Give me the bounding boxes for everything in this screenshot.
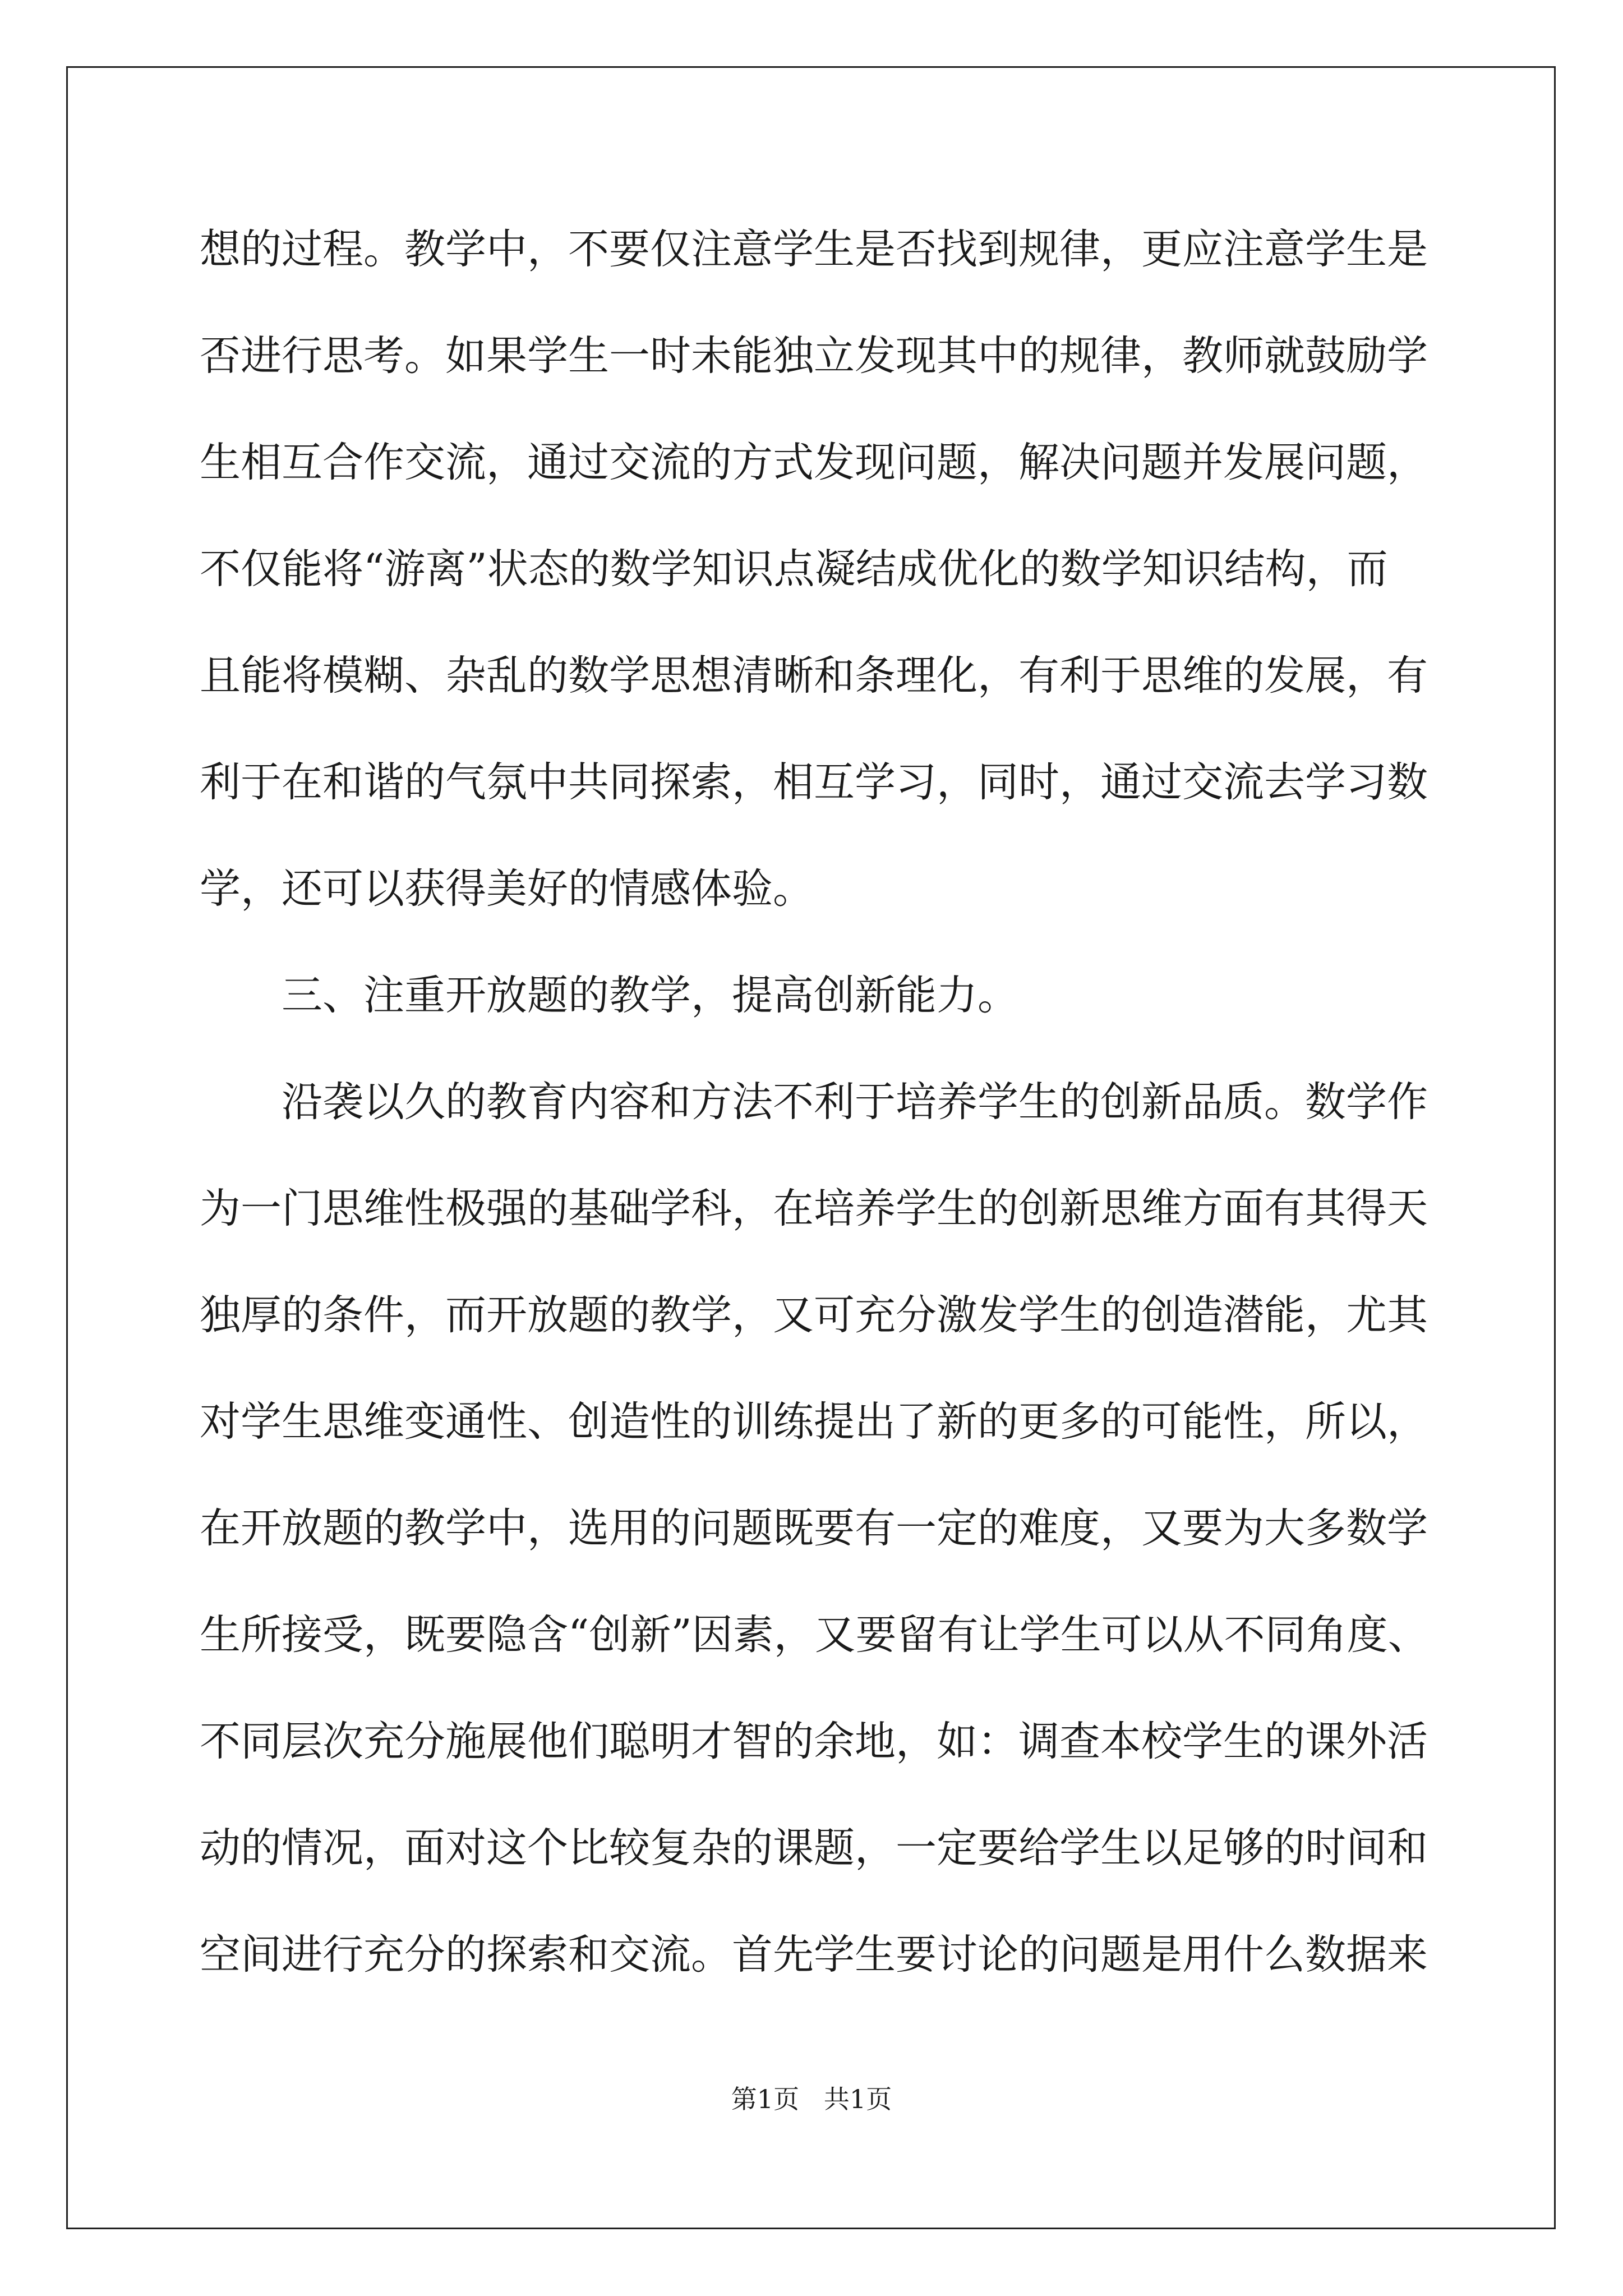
text-line: 动的情况，面对这个比较复杂的课题，一定要给学生以足够的时间和	[200, 1824, 1428, 1872]
text-line: 三、注重开放题的教学，提高创新能力。	[282, 972, 1018, 1019]
text-line: 想的过程。教学中，不要仅注意学生是否找到规律，更应注意学生是	[200, 226, 1428, 273]
document-body	[200, 219, 1433, 2031]
text-line: 独厚的条件，而开放题的教学，又可充分激发学生的创造潜能，尤其	[200, 1291, 1428, 1339]
text-line: 生所接受，既要隐含“创新”因素，又要留有让学生可以从不同角度、	[200, 1611, 1429, 1659]
text-line: 学，还可以获得美好的情感体验。	[200, 865, 814, 913]
text-line: 为一门思维性极强的基础学科，在培养学生的创新思维方面有其得天	[200, 1185, 1428, 1232]
text-line: 利于在和谐的气氛中共同探索，相互学习，同时，通过交流去学习数	[200, 758, 1428, 806]
text-line: 空间进行充分的探索和交流。首先学生要讨论的问题是用什么数据来	[200, 1931, 1428, 1978]
text-line: 且能将模糊、杂乱的数学思想清晰和条理化，有利于思维的发展，有	[200, 652, 1428, 700]
text-line: 生相互合作交流，通过交流的方式发现问题，解决问题并发展问题，	[200, 439, 1428, 486]
page-footer: 第1页 共1页	[731, 2084, 892, 2114]
text-line: 对学生思维变通性、创造性的训练提出了新的更多的可能性，所以，	[200, 1398, 1428, 1446]
text-line: 不仅能将“游离”状态的数学知识点凝结成优化的数学知识结构，而	[200, 545, 1388, 593]
text-line: 否进行思考。如果学生一时未能独立发现其中的规律，教师就鼓励学	[200, 332, 1428, 380]
text-line: 在开放题的教学中，选用的问题既要有一定的难度，又要为大多数学	[200, 1504, 1428, 1552]
text-line: 沿袭以久的教育内容和方法不利于培养学生的创新品质。数学作	[282, 1078, 1428, 1126]
text-line: 不同层次充分施展他们聪明才智的余地，如：调查本校学生的课外活	[200, 1718, 1428, 1765]
